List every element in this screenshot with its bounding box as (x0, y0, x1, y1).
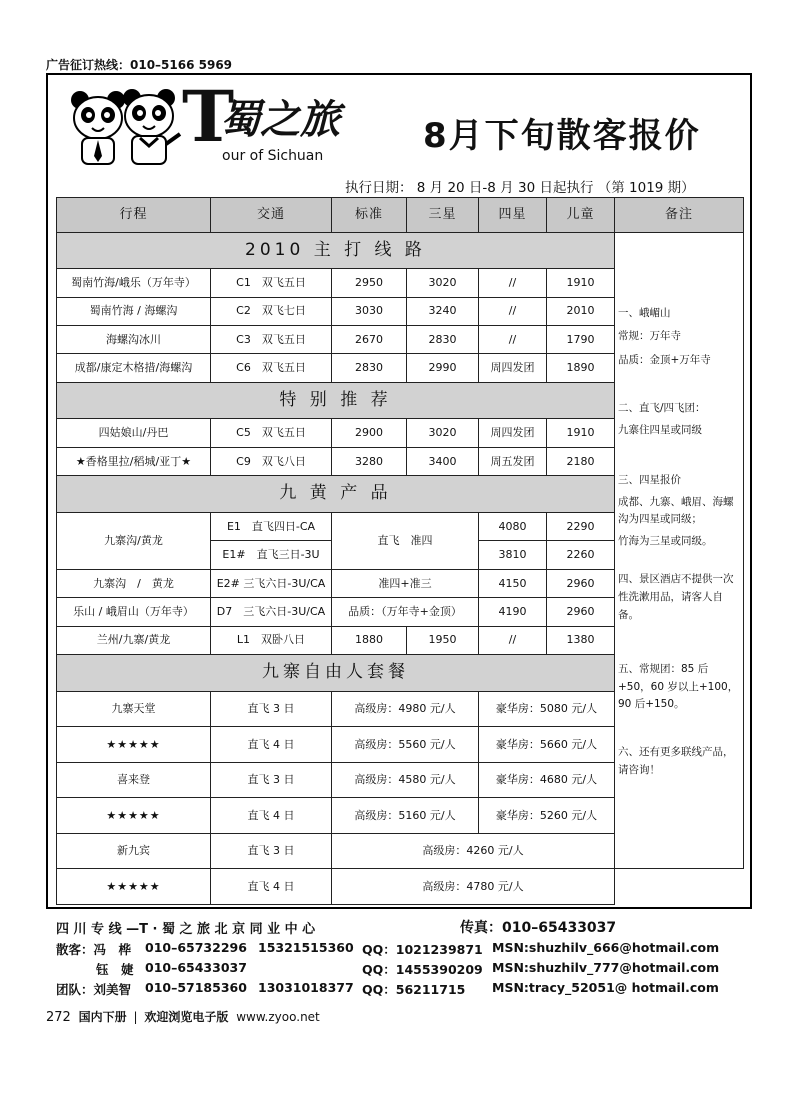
four-star-cell: 4150 (479, 569, 547, 597)
transport-cell: C9 双飞八日 (211, 447, 332, 475)
standard-cell: 2670 (332, 325, 407, 353)
transport-cell: C6 双飞五日 (211, 354, 332, 382)
logo-subtitle: our of Sichuan (222, 148, 324, 164)
transport-cell: C1 双飞五日 (211, 269, 332, 297)
header-four-star: 四星 (479, 198, 547, 233)
price-table (56, 197, 744, 905)
package-deluxe-price: 豪华房：5080 元/人 (479, 691, 615, 727)
footer-agency-line (56, 918, 315, 937)
four-star-cell: // (479, 269, 547, 297)
package-days: 直飞 3 日 (211, 691, 332, 727)
note-2-line-1: 九寨住四星或同级 (618, 423, 702, 436)
four-star-cell: 周五发团 (479, 447, 547, 475)
package-days: 直飞 4 日 (211, 869, 332, 905)
transport-cell: C5 双飞五日 (211, 419, 332, 447)
page-number: 272 (46, 1010, 71, 1025)
standard-cell: 2830 (332, 354, 407, 382)
package-name: 新九宾 (57, 833, 211, 869)
contact-phone: 010–57185360 (145, 980, 247, 995)
package-days: 直飞 3 日 (211, 833, 332, 869)
contact-phone: 010–65433037 (145, 960, 247, 975)
route-cell: ★香格里拉/稻城/亚丁★ (57, 447, 211, 475)
package-name: 九寨天堂 (57, 691, 211, 727)
header-child: 儿童 (547, 198, 615, 233)
package-senior-price: 高级房：4780 元/人 (332, 869, 615, 905)
four-star-cell: // (479, 325, 547, 353)
note-6: 六、还有更多联线产品，请咨询！ (618, 746, 734, 777)
contact-label: 钰 婕 (96, 962, 134, 977)
package-deluxe-price: 豪华房：5660 元/人 (479, 727, 615, 763)
contact-label: 散客：冯 桦 (56, 942, 132, 957)
child-cell: 2960 (547, 569, 615, 597)
package-days: 直飞 4 日 (211, 727, 332, 763)
three-star-cell: 3020 (407, 269, 479, 297)
logo (70, 75, 360, 170)
contact-qq: QQ：1021239871 (362, 942, 483, 957)
child-cell: 2260 (547, 541, 615, 569)
footer-slogan: 欢迎浏览电子版 (144, 1010, 229, 1024)
header-standard: 标准 (332, 198, 407, 233)
contact-row (96, 960, 134, 978)
four-star-cell: 4190 (479, 598, 547, 626)
contact-mobile: 15321515360 (258, 940, 354, 955)
note-3-line-2: 竹海为三星或同级。 (618, 535, 713, 548)
four-star-cell: 周四发团 (479, 419, 547, 447)
standard-cell: 品质：（万年寺+金顶） (332, 598, 479, 626)
route-cell: 成都/康定木格措/海螺沟 (57, 354, 211, 382)
logo-t-letter: T (182, 75, 235, 158)
transport-cell: E2# 三飞六日-3U/CA (211, 569, 332, 597)
section-jiuhuang: 九 黄 产 品 (57, 476, 615, 513)
section-free-packages: 九寨自由人套餐 (57, 655, 615, 692)
route-cell: 九寨沟 / 黄龙 (57, 569, 211, 597)
note-5: 五、常规团：85 后+50，60 岁以上+100，90 后+150。 (618, 662, 739, 711)
note-1-line-1: 常规：万年寺 (618, 330, 681, 343)
standard-cell: 2900 (332, 419, 407, 447)
header-notes: 备注 (615, 198, 744, 233)
package-senior-price: 高级房：4580 元/人 (332, 762, 479, 798)
three-star-cell: 2990 (407, 354, 479, 382)
child-cell: 1910 (547, 269, 615, 297)
route-cell: 蜀南竹海 / 海螺沟 (57, 297, 211, 325)
four-star-cell: 4080 (479, 512, 547, 540)
footer-fax: 传真：010–65433037 (460, 920, 617, 936)
section-special-recommend: 特 别 推 荐 (57, 382, 615, 419)
transport-cell: D7 三飞六日-3U/CA (211, 598, 332, 626)
package-days: 直飞 4 日 (211, 798, 332, 834)
package-senior-price: 高级房：5160 元/人 (332, 798, 479, 834)
contact-row (56, 940, 131, 958)
package-senior-price: 高级房：4260 元/人 (332, 833, 615, 869)
package-senior-price: 高级房：4980 元/人 (332, 691, 479, 727)
contact-phone: 010–65732296 (145, 940, 247, 955)
note-4: 四、景区酒店不提供一次性洗漱用品，请客人自备。 (618, 573, 734, 621)
header-transport: 交通 (211, 198, 332, 233)
note-1-title: 一、峨嵋山 (618, 306, 671, 319)
table-row (57, 869, 744, 905)
contact-msn: MSN:shuzhilv_666@hotmail.com (492, 940, 720, 955)
panda-mascot-icon (70, 88, 185, 168)
transport-cell: C2 双飞七日 (211, 297, 332, 325)
standard-cell: 3030 (332, 297, 407, 325)
transport-cell: L1 双卧八日 (211, 626, 332, 654)
contact-qq: QQ：56211715 (362, 982, 466, 997)
package-name: 喜来登 (57, 762, 211, 798)
child-cell: 2290 (547, 512, 615, 540)
standard-cell: 3280 (332, 447, 407, 475)
contact-msn: MSN:tracy_52051@ hotmail.com (492, 980, 719, 995)
standard-cell: 直飞 准四 (332, 512, 479, 569)
route-cell: 九寨沟/黄龙 (57, 512, 211, 569)
note-3-title: 三、四星报价 (618, 473, 681, 486)
package-stars: ★★★★★ (57, 727, 211, 763)
header-three-star: 三星 (407, 198, 479, 233)
child-cell: 2010 (547, 297, 615, 325)
child-cell: 1790 (547, 325, 615, 353)
route-cell: 乐山 / 峨眉山（万年寺） (57, 598, 211, 626)
four-star-cell: 周四发团 (479, 354, 547, 382)
route-cell: 四姑娘山/丹巴 (57, 419, 211, 447)
contact-qq: QQ：1455390209 (362, 962, 483, 977)
note-2-title: 二、直飞/四飞团： (618, 402, 706, 415)
child-cell: 1890 (547, 354, 615, 382)
child-cell: 1380 (547, 626, 615, 654)
notes-column (615, 232, 744, 869)
route-cell: 兰州/九寨/黄龙 (57, 626, 211, 654)
page-footer (46, 1008, 320, 1025)
three-star-cell: 1950 (407, 626, 479, 654)
three-star-cell: 2830 (407, 325, 479, 353)
package-stars: ★★★★★ (57, 798, 211, 834)
catalog-section: 国内下册 (78, 1010, 127, 1024)
package-stars: ★★★★★ (57, 869, 211, 905)
standard-cell: 1880 (332, 626, 407, 654)
execution-date: 执行日期： 8 月 20 日-8 月 30 日起执行 （第 1019 期） (345, 180, 695, 196)
child-cell: 1910 (547, 419, 615, 447)
child-cell: 2960 (547, 598, 615, 626)
contact-label: 团队：刘美智 (56, 982, 132, 997)
footer-separator: | (133, 1010, 138, 1024)
contact-msn: MSN:shuzhilv_777@hotmail.com (492, 960, 720, 975)
headline: 8月下旬散客报价 (423, 116, 701, 156)
three-star-cell: 3400 (407, 447, 479, 475)
ad-hotline: 广告征订热线：010–5166 5969 (46, 58, 233, 72)
four-star-cell: // (479, 626, 547, 654)
package-senior-price: 高级房：5560 元/人 (332, 727, 479, 763)
contact-row (56, 980, 131, 998)
standard-cell: 准四+准三 (332, 569, 479, 597)
note-3-line-1: 成都、九寨、峨眉、海螺沟为四星或同级； (618, 495, 734, 526)
transport-cell: E1# 直飞三日-3U (211, 541, 332, 569)
four-star-cell: // (479, 297, 547, 325)
package-deluxe-price: 豪华房：5260 元/人 (479, 798, 615, 834)
table-header-row (57, 198, 744, 233)
transport-cell: C3 双飞五日 (211, 325, 332, 353)
package-days: 直飞 3 日 (211, 762, 332, 798)
note-1-line-2: 品质：金顶+万年寺 (618, 354, 711, 367)
three-star-cell: 3240 (407, 297, 479, 325)
child-cell: 2180 (547, 447, 615, 475)
three-star-cell: 3020 (407, 419, 479, 447)
agency-name: 四 川 专 线 —T · 蜀 之 旅 北 京 同 业 中 心 (56, 922, 316, 937)
package-deluxe-price: 豪华房：4680 元/人 (479, 762, 615, 798)
logo-name: 蜀之旅 (220, 97, 340, 143)
four-star-cell: 3810 (479, 541, 547, 569)
contact-mobile: 13031018377 (258, 980, 354, 995)
footer-website[interactable]: www.zyoo.net (236, 1010, 320, 1024)
header-route: 行程 (57, 198, 211, 233)
route-cell: 海螺沟冰川 (57, 325, 211, 353)
transport-cell: E1 直飞四日-CA (211, 512, 332, 540)
section-main-routes: 2010 主 打 线 路 (57, 232, 615, 269)
route-cell: 蜀南竹海/峨乐（万年寺） (57, 269, 211, 297)
standard-cell: 2950 (332, 269, 407, 297)
